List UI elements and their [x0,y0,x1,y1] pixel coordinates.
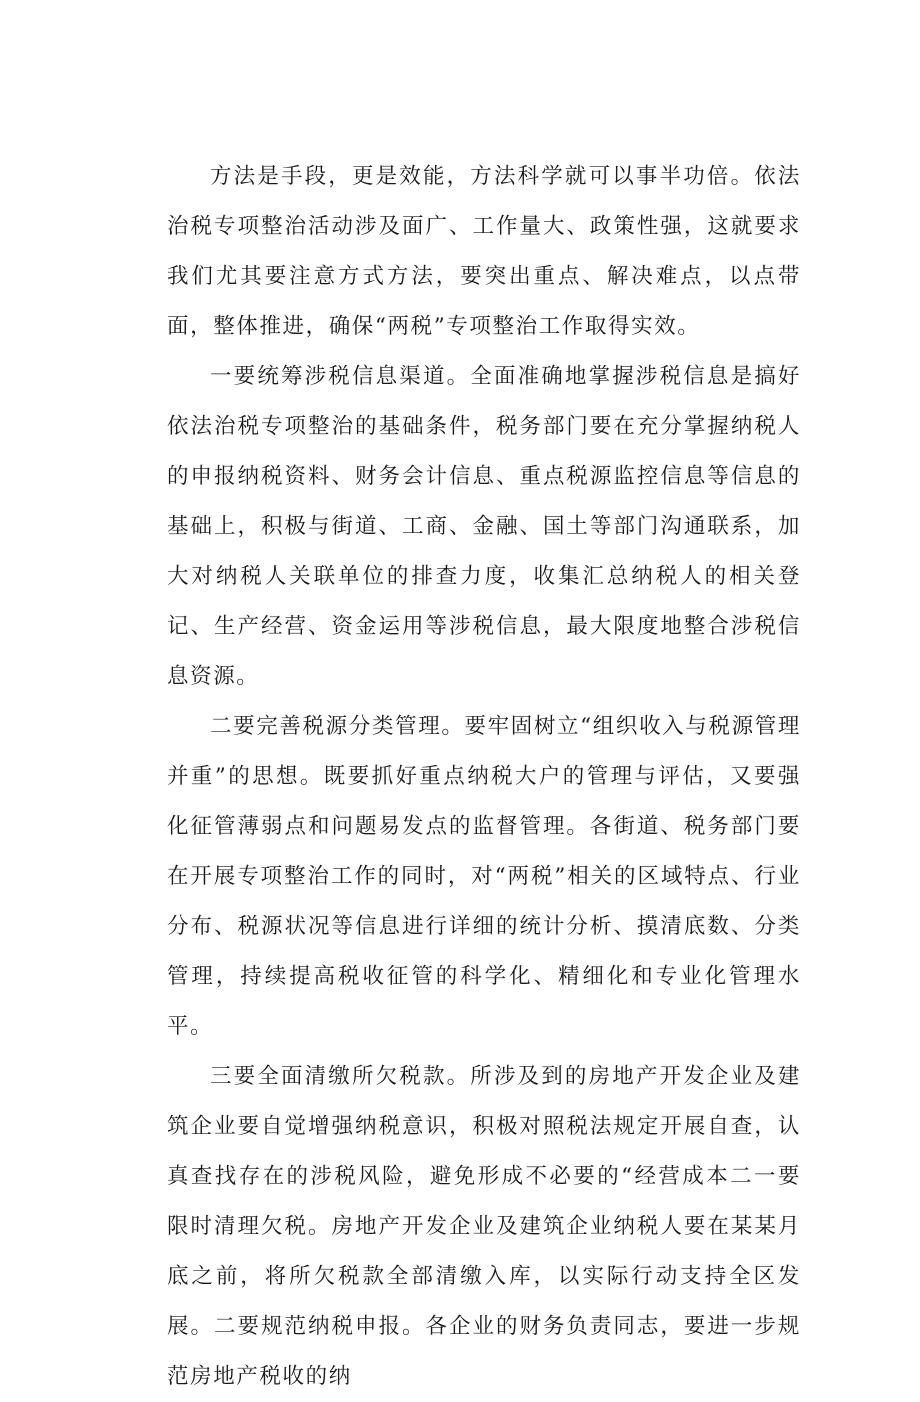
paragraph-tax-source-management: 二要完善税源分类管理。要牢固树立“组织收入与税源管理并重”的思想。既要抓好重点纳税大户的管理与评估，又要强化征管薄弱点和问题易发点的监督管理。各街道、税务部门要在开展专项整治工作的同时，对“两税”相关的区域特点、行业分布、税源状况等信息进行详细的统计分析、摸清底数、分类管理，持续提高税收征管的科学化、精细化和专业化管理水平。 [167,714,801,1039]
document-body [167,152,801,1402]
paragraph-tax-arrears: 三要全面清缴所欠税款。所涉及到的房地产开发企业及建筑企业要自觉增强纳税意识，积极对照税法规定开展自查，认真查找存在的涉税风险，避免形成不必要的“经营成本二一要限时清理欠税。房地产开发企业及建筑企业纳税人要在某某月底之前，将所欠税款全部清缴入库，以实际行动支持全区发展。二要规范纳税申报。各企业的财务负责同志，要进一步规范房地产税收的纳 [167,1064,801,1389]
paragraph-methods: 方法是手段，更是效能，方法科学就可以事半功倍。依法治税专项整治活动涉及面广、工作量大、政策性强，这就要求我们尤其要注意方式方法，要突出重点、解决难点，以点带面，整体推进，确保“两税”专项整治工作取得实效。 [167,164,801,339]
paragraph-tax-information: 一要统筹涉税信息渠道。全面准确地掌握涉税信息是搞好依法治税专项整治的基础条件，税务部门要在充分掌握纳税人的申报纳税资料、财务会计信息、重点税源监控信息等信息的基础上，积极与街道、工商、金融、国土等部门沟通联系，加大对纳税人关联单位的排查力度，收集汇总纳税人的相关登记、生产经营、资金运用等涉税信息，最大限度地整合涉税信息资源。 [167,364,801,689]
